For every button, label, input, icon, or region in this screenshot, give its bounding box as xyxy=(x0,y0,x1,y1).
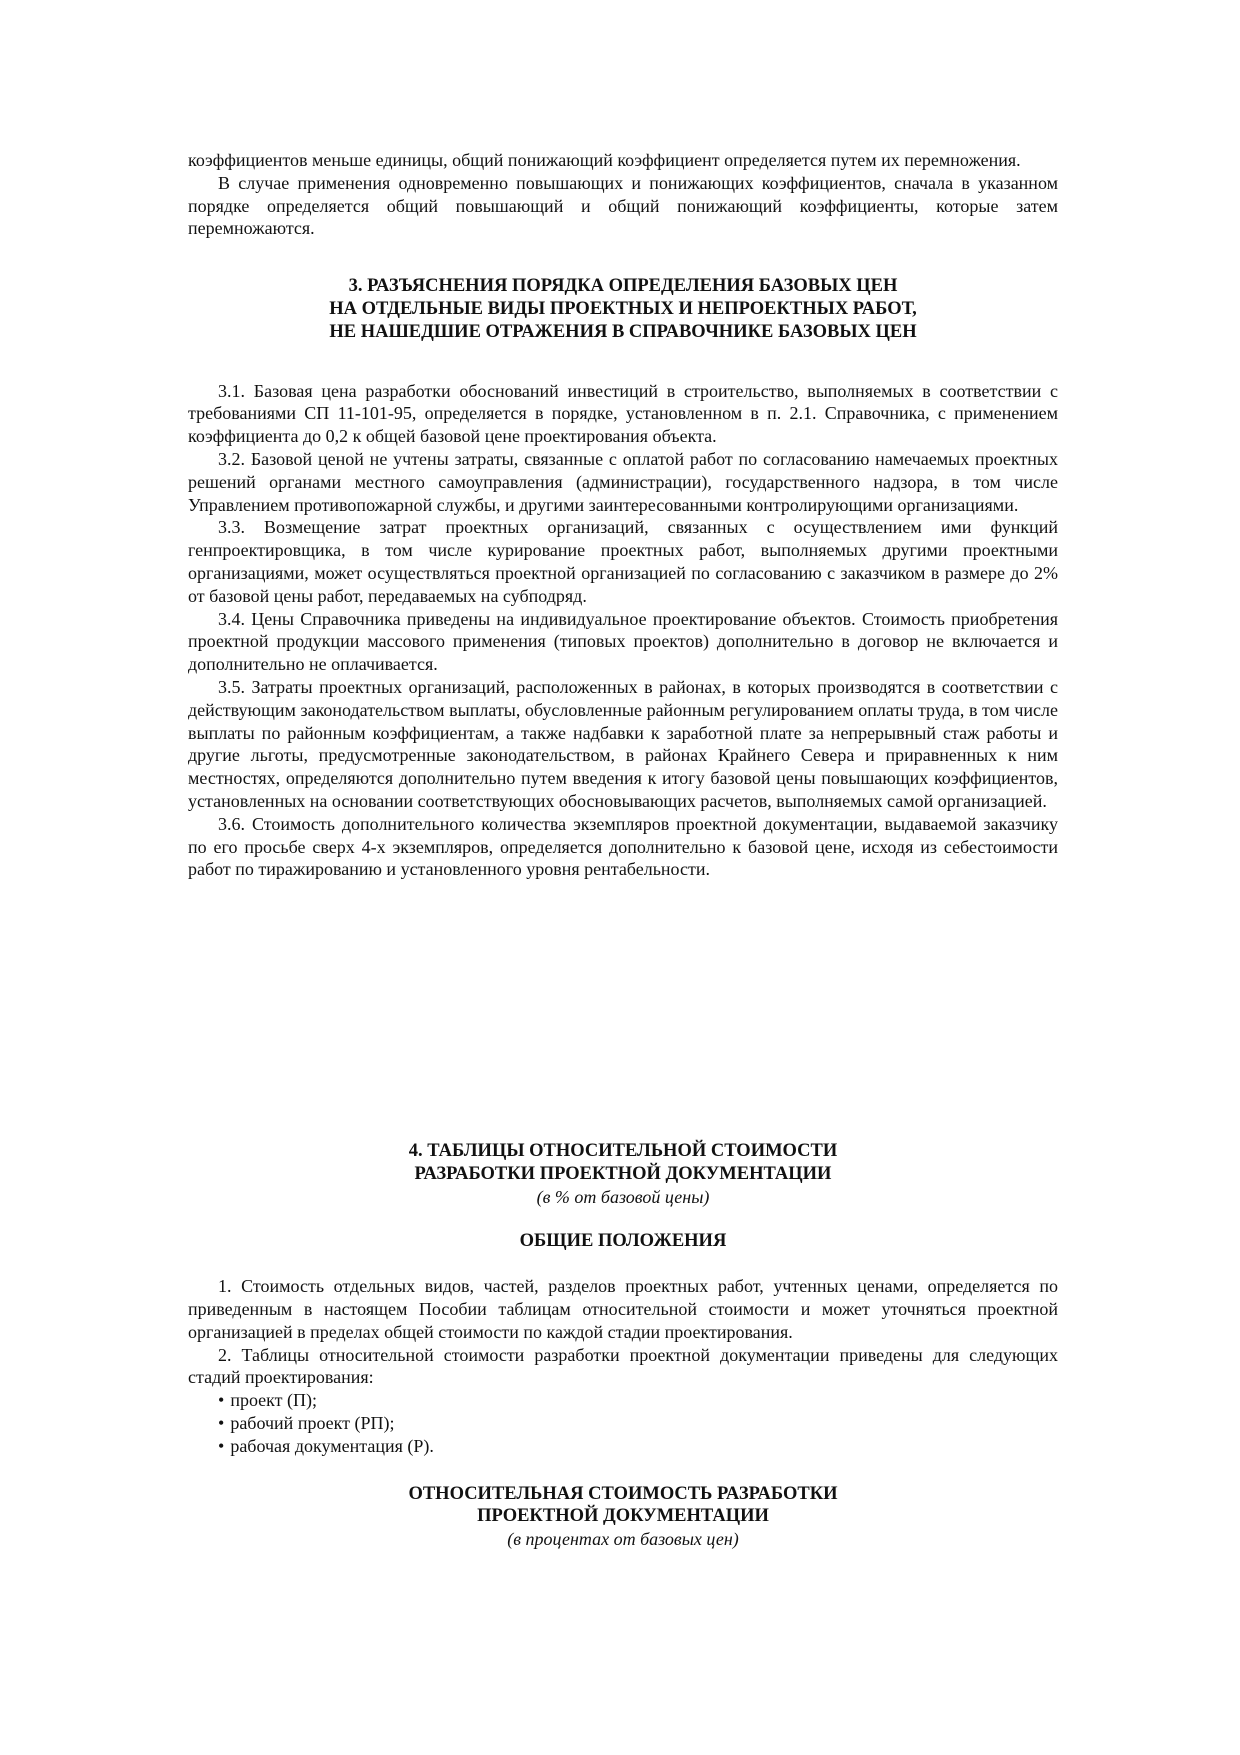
relative-cost-title-line-1: ОТНОСИТЕЛЬНАЯ СТОИМОСТЬ РАЗРАБОТКИ xyxy=(408,1483,838,1504)
list-item-text: проект (П); xyxy=(230,1390,318,1411)
section-3-paragraph-1: 3.1. Базовая цена разработки обоснований инвестиций в строительство, выполняемых в соответствии с требованиями СП 11-101-95, определяется в порядке, установленном в п. 2.1. Справочника, с применением коэффициента до 0,2 к общей базовой цене проектирования объекта. xyxy=(188,380,1058,447)
list-item xyxy=(218,1435,1058,1458)
bullet-icon: • xyxy=(218,1390,225,1411)
general-provisions-title: ОБЩИЕ ПОЛОЖЕНИЯ xyxy=(519,1231,727,1252)
section-3-paragraph-3: 3.3. Возмещение затрат проектных организаций, связанных с осуществлением ими функций генпроектировщика, в том числе курирование проектных работ, выполняемых другими проектными организациями, может осуществляться проектной организацией по согласованию с заказчиком в размере до 2% от базовой цены работ, передаваемых на субподряд. xyxy=(188,517,1058,606)
section-3-title-line-2: НА ОТДЕЛЬНЫЕ ВИДЫ ПРОЕКТНЫХ И НЕПРОЕКТНЫХ РАБОТ, xyxy=(329,298,917,319)
bullet-icon: • xyxy=(218,1435,225,1456)
relative-cost-subtitle: (в процентах от базовых цен) xyxy=(507,1529,739,1550)
section-4-title-line-2: РАЗРАБОТКИ ПРОЕКТНОЙ ДОКУМЕНТАЦИИ xyxy=(414,1163,832,1184)
intro-paragraph-1: коэффициентов меньше единицы, общий понижающий коэффициент определяется путем их перемножения. xyxy=(188,150,1021,170)
list-item-text: рабочий проект (РП); xyxy=(230,1412,395,1433)
list-item xyxy=(218,1389,1058,1412)
relative-cost-title-line-2: ПРОЕКТНОЙ ДОКУМЕНТАЦИИ xyxy=(477,1506,769,1527)
section-3-paragraph-6: 3.6. Стоимость дополнительного количества экземпляров проектной документации, выдаваемой заказчику по его просьбе сверх 4-х экземпляров, определяется дополнительно к базовой цене, исходя из себестоимости работ по тиражированию и установленного уровня рентабельности. xyxy=(188,813,1058,880)
section-3-paragraph-5: 3.5. Затраты проектных организаций, расположенных в районах, в которых производятся в соответствии с действующим законодательством выплаты, обусловленные районным регулированием оплаты труда, в том числе выплаты по районным коэффициентам, а также надбавки к заработной плате за непрерывный стаж работы и другие льготы, предусмотренные законодательством, в районах Крайнего Севера и приравненных к ним местностях, определяются дополнительно путем введения к итогу базовой цены повышающих коэффициентов, установленных на основании соответствующих обосновывающих расчетов, выполняемых самой организацией. xyxy=(188,676,1058,811)
bullet-icon: • xyxy=(218,1412,225,1433)
section-3-paragraph-4: 3.4. Цены Справочника приведены на индивидуальное проектирование объектов. Стоимость приобретения проектной продукции массового применения (типовых проектов) дополнительно в договор не включается и дополнительно не оплачивается. xyxy=(188,608,1058,675)
stage-list xyxy=(188,1389,1058,1457)
upper-text-block xyxy=(188,149,1058,881)
section-3-paragraph-2: 3.2. Базовой ценой не учтены затраты, связанные с оплатой работ по согласованию намечаемых проектных решений органами местного самоуправления (администрации), государственного надзора, в том числе Управлением противопожарной службы, и другими заинтересованными контролирующими организациями. xyxy=(188,448,1058,515)
section-4-paragraph-2: 2. Таблицы относительной стоимости разработки проектной документации приведены для следующих стадий проектирования: xyxy=(188,1344,1058,1388)
section-4-subtitle: (в % от базовой цены) xyxy=(536,1186,710,1207)
section-4-block xyxy=(188,1140,1058,1551)
intro-paragraph-2: В случае применения одновременно повышающих и понижающих коэффициентов, сначала в указанном порядке определяется общий повышающий и общий понижающий коэффициенты, которые затем перемножаются. xyxy=(188,172,1058,239)
section-4-title-line-1: 4. ТАБЛИЦЫ ОТНОСИТЕЛЬНОЙ СТОИМОСТИ xyxy=(408,1141,838,1161)
list-item xyxy=(218,1412,1058,1435)
section-4-title xyxy=(188,1140,1058,1186)
list-item-text: рабочая документация (Р). xyxy=(230,1435,434,1456)
section-4-paragraph-1: 1. Стоимость отдельных видов, частей, разделов проектных работ, учтенных ценами, определяется по приведенным в настоящем Пособии таблицам относительной стоимости и может уточняться проектной организацией в пределах общей стоимости по каждой стадии проектирования. xyxy=(188,1276,1058,1342)
relative-cost-title xyxy=(188,1483,1058,1529)
section-3-title xyxy=(188,275,1058,343)
section-3-title-line-1: 3. РАЗЪЯСНЕНИЯ ПОРЯДКА ОПРЕДЕЛЕНИЯ БАЗОВЫХ ЦЕН xyxy=(348,276,898,297)
section-3-title-line-3: НЕ НАШЕДШИЕ ОТРАЖЕНИЯ В СПРАВОЧНИКЕ БАЗОВЫХ ЦЕН xyxy=(329,321,917,342)
